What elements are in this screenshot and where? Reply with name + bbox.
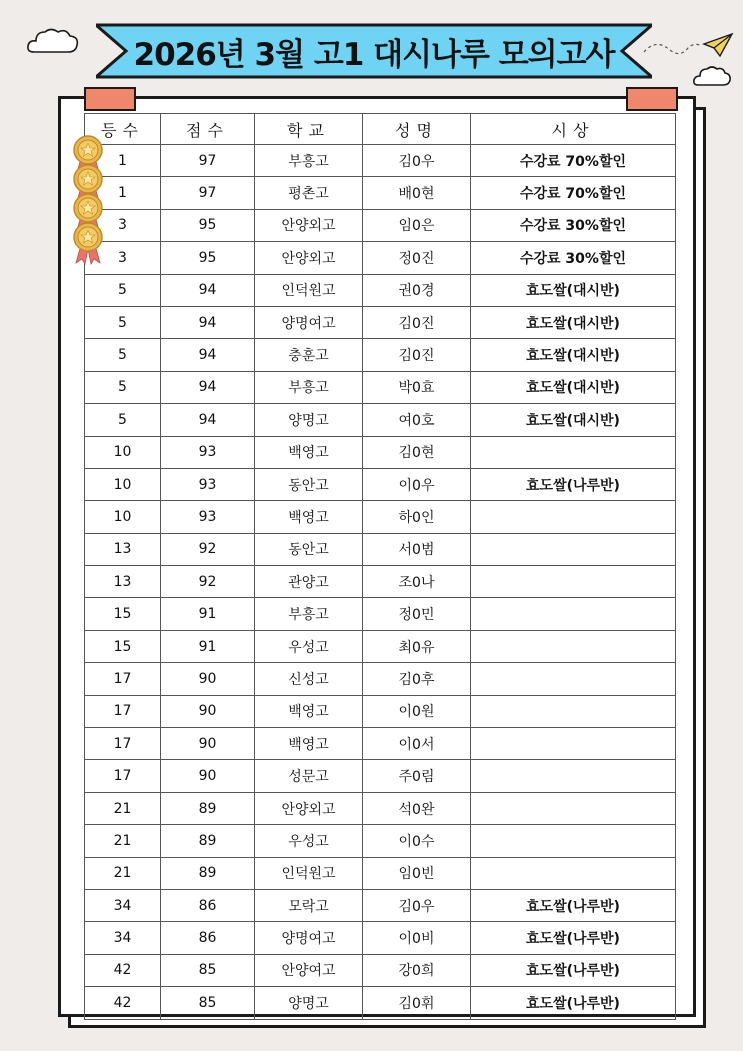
- cell-name: 조0나: [363, 566, 471, 598]
- cell-score: 94: [161, 274, 255, 306]
- cell-name: 서0범: [363, 533, 471, 565]
- cell-school: 우성고: [255, 630, 363, 662]
- table-row: [85, 760, 676, 792]
- cloud-icon-left: [26, 26, 80, 56]
- cell-rank: 17: [85, 695, 161, 727]
- cell-award: [471, 728, 676, 760]
- cell-award: [471, 695, 676, 727]
- cell-score: 92: [161, 566, 255, 598]
- cell-rank: 21: [85, 825, 161, 857]
- cell-score: 92: [161, 533, 255, 565]
- table-row: [85, 306, 676, 338]
- cell-award: [471, 857, 676, 889]
- cell-award: 효도쌀(나루반): [471, 954, 676, 986]
- cell-school: 안양외고: [255, 209, 363, 241]
- cell-score: 94: [161, 339, 255, 371]
- table-row: [85, 145, 676, 177]
- cell-name: 주0림: [363, 760, 471, 792]
- cell-award: 효도쌀(대시반): [471, 371, 676, 403]
- cell-score: 94: [161, 371, 255, 403]
- cell-school: 모락고: [255, 889, 363, 921]
- header-rank: 등수: [85, 114, 161, 145]
- table-row: [85, 566, 676, 598]
- cell-rank: 13: [85, 566, 161, 598]
- cell-award: 수강료 30%할인: [471, 242, 676, 274]
- cell-school: 양명고: [255, 404, 363, 436]
- cell-score: 91: [161, 598, 255, 630]
- cell-rank: 5: [85, 404, 161, 436]
- cell-award: 효도쌀(나루반): [471, 922, 676, 954]
- table-row: [85, 695, 676, 727]
- cell-award: 효도쌀(대시반): [471, 306, 676, 338]
- cell-rank: 17: [85, 760, 161, 792]
- cell-score: 93: [161, 501, 255, 533]
- header-name: 성명: [363, 114, 471, 145]
- cell-rank: 34: [85, 889, 161, 921]
- table-row: [85, 857, 676, 889]
- table-row: [85, 339, 676, 371]
- cell-school: 동안고: [255, 533, 363, 565]
- cell-rank: 3: [85, 242, 161, 274]
- table-row: [85, 242, 676, 274]
- cell-rank: 5: [85, 371, 161, 403]
- cloud-icon-right: [692, 64, 732, 88]
- cell-award: 수강료 70%할인: [471, 145, 676, 177]
- results-table: [84, 113, 676, 1020]
- header-score: 점수: [161, 114, 255, 145]
- cell-school: 백영고: [255, 695, 363, 727]
- table-header-row: [85, 114, 676, 145]
- cell-name: 강0희: [363, 954, 471, 986]
- cell-name: 김0진: [363, 339, 471, 371]
- cell-name: 정0민: [363, 598, 471, 630]
- table-row: [85, 825, 676, 857]
- table-body: [85, 145, 676, 1020]
- cell-award: [471, 436, 676, 468]
- cell-score: 95: [161, 209, 255, 241]
- cell-school: 양명여고: [255, 306, 363, 338]
- cell-rank: 42: [85, 954, 161, 986]
- cell-name: 박0효: [363, 371, 471, 403]
- cell-award: 효도쌀(대시반): [471, 339, 676, 371]
- cell-award: [471, 566, 676, 598]
- table-row: [85, 274, 676, 306]
- cell-name: 김0우: [363, 889, 471, 921]
- table-row: [85, 209, 676, 241]
- cell-school: 인덕원고: [255, 274, 363, 306]
- cell-name: 김0현: [363, 436, 471, 468]
- cell-name: 최0유: [363, 630, 471, 662]
- cell-score: 85: [161, 954, 255, 986]
- cell-school: 안양외고: [255, 242, 363, 274]
- table-row: [85, 436, 676, 468]
- cell-name: 김0우: [363, 145, 471, 177]
- cell-score: 90: [161, 663, 255, 695]
- cell-award: [471, 792, 676, 824]
- cell-rank: 5: [85, 339, 161, 371]
- cell-rank: 17: [85, 728, 161, 760]
- cell-school: 백영고: [255, 436, 363, 468]
- cell-name: 김0진: [363, 306, 471, 338]
- table-row: [85, 922, 676, 954]
- cell-school: 부흥고: [255, 598, 363, 630]
- cell-score: 90: [161, 728, 255, 760]
- cell-rank: 5: [85, 306, 161, 338]
- tape-left: [84, 87, 136, 111]
- cell-award: 효도쌀(나루반): [471, 468, 676, 500]
- cell-score: 85: [161, 987, 255, 1019]
- cell-rank: 21: [85, 857, 161, 889]
- cell-rank: 21: [85, 792, 161, 824]
- table-row: [85, 792, 676, 824]
- cell-school: 안양외고: [255, 792, 363, 824]
- table-row: [85, 598, 676, 630]
- cell-score: 86: [161, 922, 255, 954]
- cell-rank: 10: [85, 468, 161, 500]
- cell-school: 우성고: [255, 825, 363, 857]
- table-row: [85, 533, 676, 565]
- table-row: [85, 501, 676, 533]
- cell-rank: 10: [85, 501, 161, 533]
- cell-rank: 15: [85, 630, 161, 662]
- cell-school: 성문고: [255, 760, 363, 792]
- title-banner: [96, 22, 652, 80]
- table-row: [85, 371, 676, 403]
- header-school: 학교: [255, 114, 363, 145]
- cell-award: [471, 825, 676, 857]
- table-row: [85, 468, 676, 500]
- cell-score: 93: [161, 468, 255, 500]
- cell-score: 89: [161, 857, 255, 889]
- cell-score: 89: [161, 792, 255, 824]
- cell-school: 부흥고: [255, 371, 363, 403]
- cell-school: 충훈고: [255, 339, 363, 371]
- cell-name: 권0경: [363, 274, 471, 306]
- cell-school: 양명여고: [255, 922, 363, 954]
- cell-award: 효도쌀(대시반): [471, 404, 676, 436]
- cell-school: 동안고: [255, 468, 363, 500]
- cell-name: 이0비: [363, 922, 471, 954]
- table-row: [85, 177, 676, 209]
- cell-award: [471, 533, 676, 565]
- cell-school: 신성고: [255, 663, 363, 695]
- cell-name: 하0인: [363, 501, 471, 533]
- cell-score: 90: [161, 760, 255, 792]
- cell-rank: 42: [85, 987, 161, 1019]
- cell-rank: 1: [85, 145, 161, 177]
- cell-rank: 17: [85, 663, 161, 695]
- table-row: [85, 630, 676, 662]
- cell-name: 이0서: [363, 728, 471, 760]
- cell-rank: 5: [85, 274, 161, 306]
- cell-award: [471, 663, 676, 695]
- cell-score: 90: [161, 695, 255, 727]
- cell-name: 김0휘: [363, 987, 471, 1019]
- cell-rank: 1: [85, 177, 161, 209]
- cell-school: 관양고: [255, 566, 363, 598]
- cell-award: [471, 630, 676, 662]
- cell-award: [471, 760, 676, 792]
- cell-rank: 13: [85, 533, 161, 565]
- cell-name: 이0수: [363, 825, 471, 857]
- cell-school: 안양여고: [255, 954, 363, 986]
- cell-name: 여0호: [363, 404, 471, 436]
- cell-name: 임0빈: [363, 857, 471, 889]
- cell-rank: 10: [85, 436, 161, 468]
- cell-score: 89: [161, 825, 255, 857]
- cell-name: 정0진: [363, 242, 471, 274]
- cell-school: 백영고: [255, 501, 363, 533]
- cell-award: [471, 501, 676, 533]
- cell-score: 95: [161, 242, 255, 274]
- table-row: [85, 728, 676, 760]
- table-row: [85, 987, 676, 1019]
- cell-school: 평촌고: [255, 177, 363, 209]
- cell-award: 수강료 70%할인: [471, 177, 676, 209]
- table-row: [85, 954, 676, 986]
- cell-name: 임0은: [363, 209, 471, 241]
- cell-score: 93: [161, 436, 255, 468]
- cell-name: 이0원: [363, 695, 471, 727]
- cell-name: 김0후: [363, 663, 471, 695]
- page-title: 2026년 3월 고1 대시나루 모의고사: [133, 36, 615, 73]
- table-row: [85, 663, 676, 695]
- cell-school: 백영고: [255, 728, 363, 760]
- cell-rank: 3: [85, 209, 161, 241]
- cell-rank: 15: [85, 598, 161, 630]
- cell-school: 부흥고: [255, 145, 363, 177]
- medal-icon: [71, 221, 105, 265]
- tape-right: [626, 87, 678, 111]
- cell-score: 94: [161, 306, 255, 338]
- cell-name: 석0완: [363, 792, 471, 824]
- cell-score: 97: [161, 177, 255, 209]
- cell-score: 94: [161, 404, 255, 436]
- cell-score: 86: [161, 889, 255, 921]
- cell-school: 양명고: [255, 987, 363, 1019]
- header-award: 시상: [471, 114, 676, 145]
- cell-score: 97: [161, 145, 255, 177]
- cell-award: 효도쌀(나루반): [471, 889, 676, 921]
- cell-school: 인덕원고: [255, 857, 363, 889]
- cell-award: 효도쌀(대시반): [471, 274, 676, 306]
- paper-plane-icon: [640, 30, 736, 66]
- cell-award: 효도쌀(나루반): [471, 987, 676, 1019]
- cell-score: 91: [161, 630, 255, 662]
- cell-name: 배0현: [363, 177, 471, 209]
- cell-award: [471, 598, 676, 630]
- table-row: [85, 889, 676, 921]
- cell-name: 이0우: [363, 468, 471, 500]
- table-row: [85, 404, 676, 436]
- cell-award: 수강료 30%할인: [471, 209, 676, 241]
- cell-rank: 34: [85, 922, 161, 954]
